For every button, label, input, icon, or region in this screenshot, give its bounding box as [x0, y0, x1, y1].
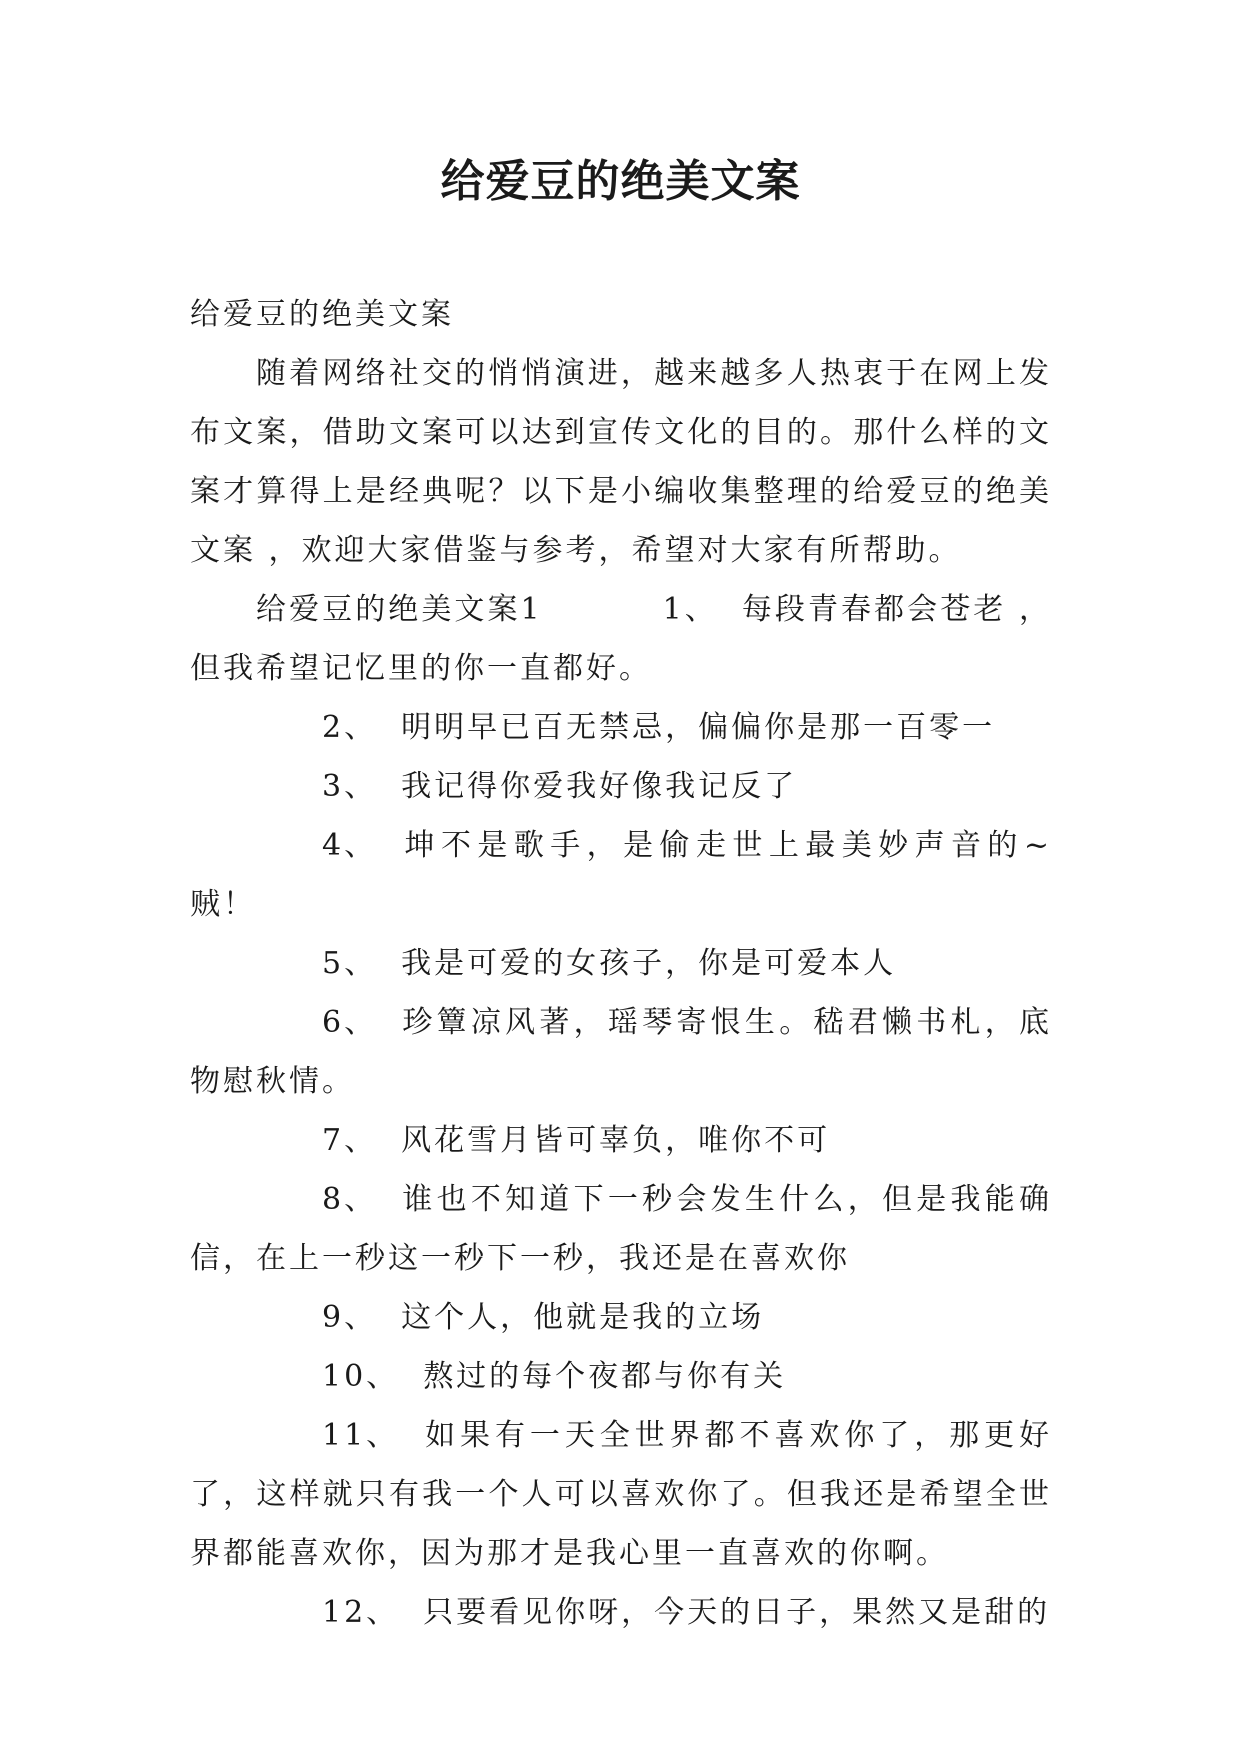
- item-number: 2、: [322, 710, 378, 745]
- item-number: 7、: [322, 1123, 378, 1158]
- item-text: 风花雪月皆可辜负，唯你不可: [401, 1123, 831, 1158]
- list-item: [190, 1583, 1052, 1642]
- item-text: 只要看见你呀，今天的日子，果然又是甜的: [423, 1595, 1051, 1630]
- list-item: [190, 934, 1052, 993]
- list-item: [190, 1288, 1052, 1347]
- item-number: 10、: [322, 1359, 400, 1394]
- list-item: [190, 993, 1052, 1111]
- item-number: 5、: [322, 946, 378, 981]
- list-item: [190, 1170, 1052, 1288]
- item-text: 这个人，他就是我的立场: [401, 1300, 765, 1335]
- item-text: 如果有一天全世界都不喜欢你了，那更好了，这样就只有我一个人可以喜欢你了。但我还是希望全世界都能喜欢你，因为那才是我心里一直喜欢的你啊。: [190, 1418, 1052, 1571]
- list-item: [190, 1406, 1052, 1583]
- item-text: 每段青春都会苍老 ，但我希望记忆里的你一直都好。: [190, 592, 1052, 686]
- item-number: 6、: [322, 1005, 378, 1040]
- item-number: 8、: [322, 1182, 378, 1217]
- item-number: 11、: [322, 1418, 400, 1453]
- list-item: [190, 1111, 1052, 1170]
- item-text: 明明早已百无禁忌，偏偏你是那一百零一: [401, 710, 996, 745]
- document-subtitle: 给爱豆的绝美文案: [190, 297, 454, 332]
- list-item: [190, 757, 1052, 816]
- item-number: 12、: [322, 1595, 400, 1630]
- document-title: 给爱豆的绝美文案: [440, 156, 801, 207]
- item-text: 熬过的每个夜都与你有关: [423, 1359, 787, 1394]
- item-number: 1、: [662, 592, 718, 627]
- item-text: 我是可爱的女孩子，你是可爱本人: [401, 946, 897, 981]
- list-item: [190, 698, 1052, 757]
- item-text: 坤不是歌手，是偷走世上最美妙声音的~贼！: [190, 828, 1052, 922]
- section-heading: 给爱豆的绝美文案1: [256, 592, 543, 627]
- list-item: [190, 1347, 1052, 1406]
- list-item: [190, 580, 1052, 698]
- item-number: 3、: [322, 769, 378, 804]
- item-text: 我记得你爱我好像我记反了: [401, 769, 798, 804]
- document-body: [190, 285, 1052, 1642]
- intro-paragraph: 随着网络社交的悄悄演进，越来越多人热衷于在网上发布文案，借助文案可以达到宣传文化的目的。那什么样的文案才算得上是经典呢？以下是小编收集整理的给爱豆的绝美文案 ，欢迎大家借鉴与参考，希望对大家有所帮助。: [190, 356, 1052, 568]
- item-number: 9、: [322, 1300, 378, 1335]
- list-item: [190, 816, 1052, 934]
- item-text: 珍簟凉风著，瑶琴寄恨生。嵇君懒书札，底物慰秋情。: [190, 1005, 1052, 1099]
- item-text: 谁也不知道下一秒会发生什么，但是我能确信，在上一秒这一秒下一秒，我还是在喜欢你: [190, 1182, 1052, 1276]
- item-number: 4、: [322, 828, 378, 863]
